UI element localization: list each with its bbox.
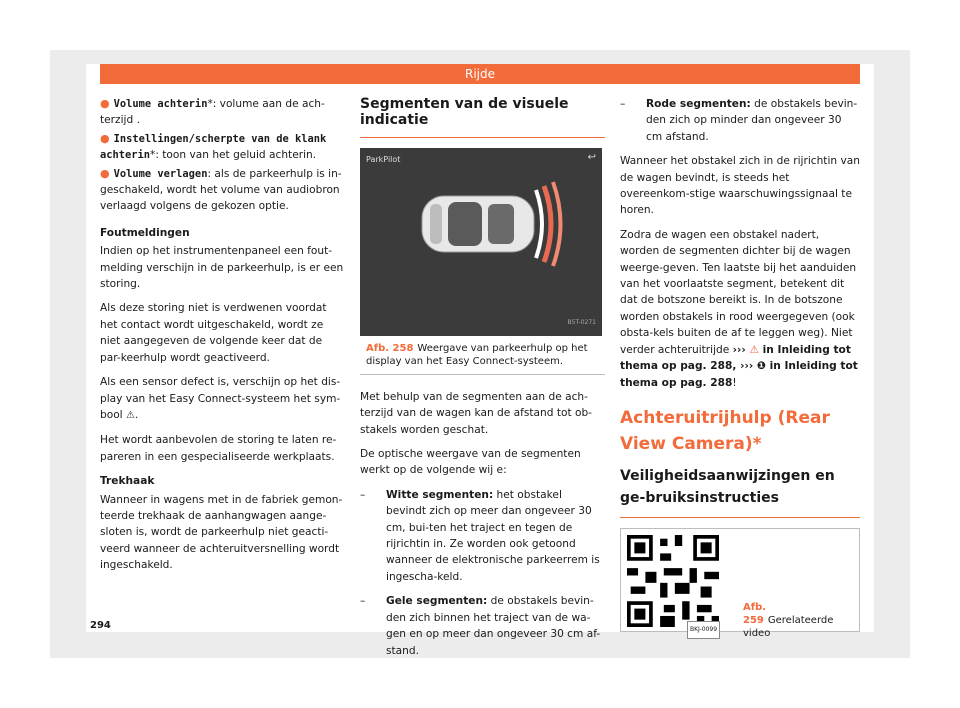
cross-reference-text: in Inleiding tot thema op pag. 288, <box>620 343 851 373</box>
paragraph-end: . <box>134 408 139 421</box>
figure-label: Afb. 259 <box>743 601 767 626</box>
paragraph <box>100 374 344 424</box>
bullet-icon: ● <box>100 97 110 110</box>
dash-marker: – <box>620 98 626 110</box>
bullet-icon: ● <box>100 166 110 180</box>
paragraph <box>620 227 860 391</box>
figure-caption-text: Gerelateerde video <box>743 614 834 639</box>
list-item-text: het obstakel bevindt zich op meer dan ongeveer 30 cm, bui-ten het traject en tegen de rijrichtin in. Ze worden ook getoond wanneer de elektronische parkeerrem is ingescha-keld. <box>386 488 600 583</box>
car-top-view-illustration <box>360 148 602 336</box>
cross-reference-text: in Inleiding tot thema op pag. 288 <box>620 360 858 389</box>
video-figure <box>620 528 860 639</box>
list-item-text: de obstakels bevin-den zich binnen het traject van de wa-gen en op meer dan ongeveer 30 cm af-stand. <box>386 595 601 657</box>
parkpilot-screen-figure <box>360 148 602 336</box>
paragraph-text: Zodra de wagen een obstakel nadert, worden de segmenten dichter bij de wagen weerge-geven. Ten laatste bij het aanduiden van het voorlaatste segment, betekent dit dat de botszone bereikt is. In de botszone worden obstakels in rood weergegeven (ook obsta-kels buiten de af te leggen weg). Niet verder achteruitrijde <box>620 228 857 356</box>
list-item-text: *: volume aan de ach-terzijd . <box>100 98 325 127</box>
warning-icon: ⚠ <box>126 409 135 421</box>
list-item <box>100 131 344 164</box>
menu-option-name: Volume verlagen <box>113 167 208 180</box>
figure-caption-text: Weergave van parkeerhulp op het display van het Easy Connect-systeem. <box>366 342 588 367</box>
list-item-text: de obstakels bevin-den zich op minder dan ongeveer 30 cm afstand. <box>646 98 858 143</box>
subheading-foutmeldingen: Foutmeldingen <box>100 226 190 239</box>
qr-code-id: BKJ-0099 <box>687 621 720 639</box>
column-right <box>620 96 860 639</box>
paragraph: Als deze storing niet is verdwenen voordat het contact wordt uitgeschakeld, wordt ze niet aangegeven de volgende keer dat de par-keerhulp wordt geactiveerd. <box>100 302 327 364</box>
page-number: 294 <box>90 620 111 631</box>
paragraph-text: Als een sensor defect is, verschijn op het dis-play van het Easy Connect-systeem het sym-bool <box>100 376 341 421</box>
segment-label: Witte segmenten: <box>386 488 494 501</box>
back-arrow-icon: ↩ <box>587 151 596 163</box>
warning-icon: ⚠ <box>749 343 759 356</box>
list-item <box>100 166 344 215</box>
figure-label: Afb. 258 <box>366 342 414 354</box>
paragraph: Indien op het instrumentenpaneel een fout-melding verschijn in de parkeerhulp, is er een storing. <box>100 245 344 291</box>
figure-code: B5T-0271 <box>567 319 596 327</box>
paragraph-end: ! <box>732 376 737 389</box>
section-title: Segmenten van de visuele indicatie <box>360 96 605 138</box>
figure-caption <box>360 336 605 375</box>
bullet-icon: ● <box>100 131 110 145</box>
page-header: Rijde <box>100 64 860 84</box>
dash-marker: – <box>360 595 366 608</box>
notice-icon: ❶ <box>756 360 766 373</box>
figure-caption <box>743 601 855 640</box>
screen-title: ParkPilot <box>366 154 401 164</box>
paragraph: Wanneer het obstakel zich in de rijrichtin van de wagen bevindt, is steeds het overeenkom-stige waarschuwingssignaal te horen. <box>620 155 860 217</box>
paragraph: Met behulp van de segmenten aan de ach-terzijd van de wagen kan de afstand tot ob-stakels worden geschat. <box>360 390 593 436</box>
segment-label: Rode segmenten: <box>646 98 751 110</box>
list-item-text: *: toon van het geluid achterin. <box>150 149 317 162</box>
paragraph: Het wordt aanbevolen de storing te laten re-pareren in een gespecialiseerde werkplaats. <box>100 434 337 463</box>
column-middle <box>360 96 605 667</box>
dash-marker: – <box>360 488 366 501</box>
segment-label: Gele segmenten: <box>386 595 488 608</box>
chapter-title: Achteruitrijhulp (Rear View Camera)* <box>620 407 830 454</box>
list-item <box>100 96 344 129</box>
chevron-right-icon: ››› <box>740 360 754 373</box>
list-item <box>620 96 860 145</box>
column-left <box>100 96 344 582</box>
section-title: Veiligheidsaanwijzingen en ge-bruiksinstructies <box>620 465 860 518</box>
subheading-trekhaak: Trekhaak <box>100 475 155 488</box>
list-item <box>360 593 605 659</box>
paragraph: De optische weergave van de segmenten werkt op de volgende wij e: <box>360 448 581 477</box>
paragraph: Wanneer in wagens met in de fabriek gemon-teerde trekhaak de aanhangwagen aange-sloten is, wordt de parkeerhulp niet geacti-veerd wanneer de achteruitversnelling wordt ingeschakeld. <box>100 493 343 572</box>
menu-option-name: Instellingen/scherpte van de klank achterin <box>100 132 327 162</box>
menu-option-name: Volume achterin <box>113 98 208 110</box>
chevron-right-icon: ››› <box>732 343 746 356</box>
list-item-text: : als de parkeerhulp is in-geschakeld, wordt het volume van audiobron verlaagd volgens de gekozen optie. <box>100 167 342 213</box>
list-item <box>360 487 605 585</box>
qr-code-icon[interactable] <box>627 535 719 627</box>
